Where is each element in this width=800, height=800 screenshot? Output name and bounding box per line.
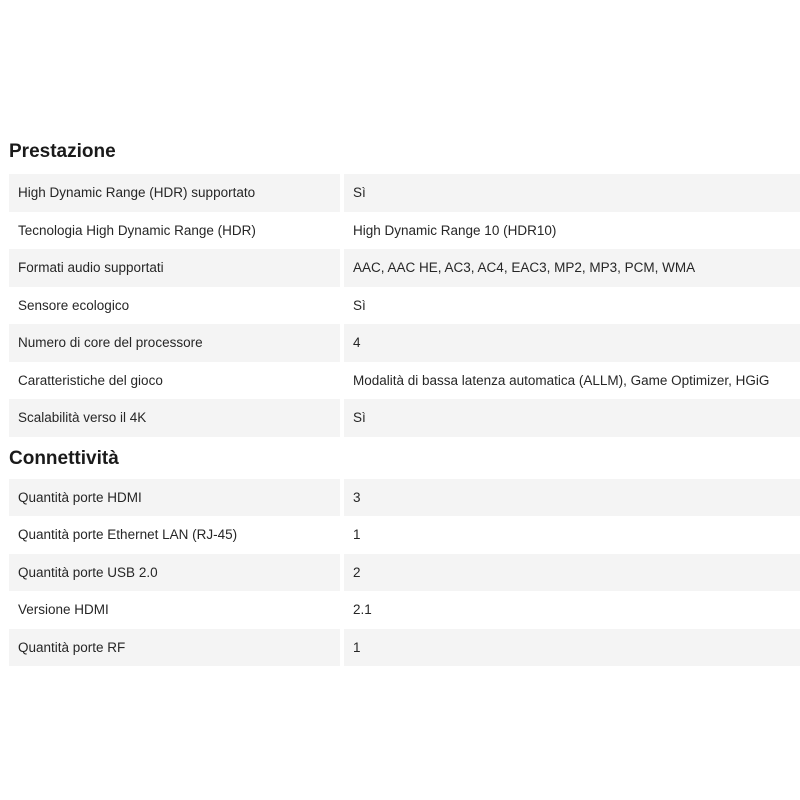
spec-label: Versione HDMI	[9, 591, 340, 629]
spec-value: Modalità di bassa latenza automatica (ALLM), Game Optimizer, HGiG	[344, 362, 800, 400]
spec-value: 1	[344, 516, 800, 554]
table-row	[9, 324, 800, 362]
spec-value: Sì	[344, 287, 800, 325]
spec-sheet	[9, 136, 800, 666]
spec-value: 2	[344, 554, 800, 592]
spec-label: Sensore ecologico	[9, 287, 340, 325]
spec-label: Quantità porte HDMI	[9, 479, 340, 517]
spec-value: High Dynamic Range 10 (HDR10)	[344, 212, 800, 250]
spec-label: Tecnologia High Dynamic Range (HDR)	[9, 212, 340, 250]
table-row	[9, 174, 800, 212]
spec-label: Scalabilità verso il 4K	[9, 399, 340, 437]
spec-label: Quantità porte RF	[9, 629, 340, 667]
table-row	[9, 591, 800, 629]
section-title-prestazione: Prestazione	[9, 141, 116, 162]
spec-value: AAC, AAC HE, AC3, AC4, EAC3, MP2, MP3, PCM, WMA	[344, 249, 800, 287]
spec-label: Formati audio supportati	[9, 249, 340, 287]
table-row	[9, 362, 800, 400]
spec-label: High Dynamic Range (HDR) supportato	[9, 174, 340, 212]
spec-value: 1	[344, 629, 800, 667]
spec-value: Sì	[344, 174, 800, 212]
spec-label: Numero di core del processore	[9, 324, 340, 362]
table-row	[9, 629, 800, 667]
table-row	[9, 287, 800, 325]
table-row	[9, 554, 800, 592]
table-row	[9, 399, 800, 437]
section-title-connettivita: Connettività	[9, 447, 119, 469]
spec-label: Quantità porte USB 2.0	[9, 554, 340, 592]
spec-value: 2.1	[344, 591, 800, 629]
spec-value: 3	[344, 479, 800, 517]
spec-table-connettivita	[9, 479, 800, 667]
table-row	[9, 479, 800, 517]
spec-label: Quantità porte Ethernet LAN (RJ-45)	[9, 516, 340, 554]
table-row	[9, 249, 800, 287]
table-row	[9, 516, 800, 554]
spec-value: 4	[344, 324, 800, 362]
spec-label: Caratteristiche del gioco	[9, 362, 340, 400]
spec-table-prestazione	[9, 174, 800, 437]
spec-value: Sì	[344, 399, 800, 437]
table-row	[9, 212, 800, 250]
